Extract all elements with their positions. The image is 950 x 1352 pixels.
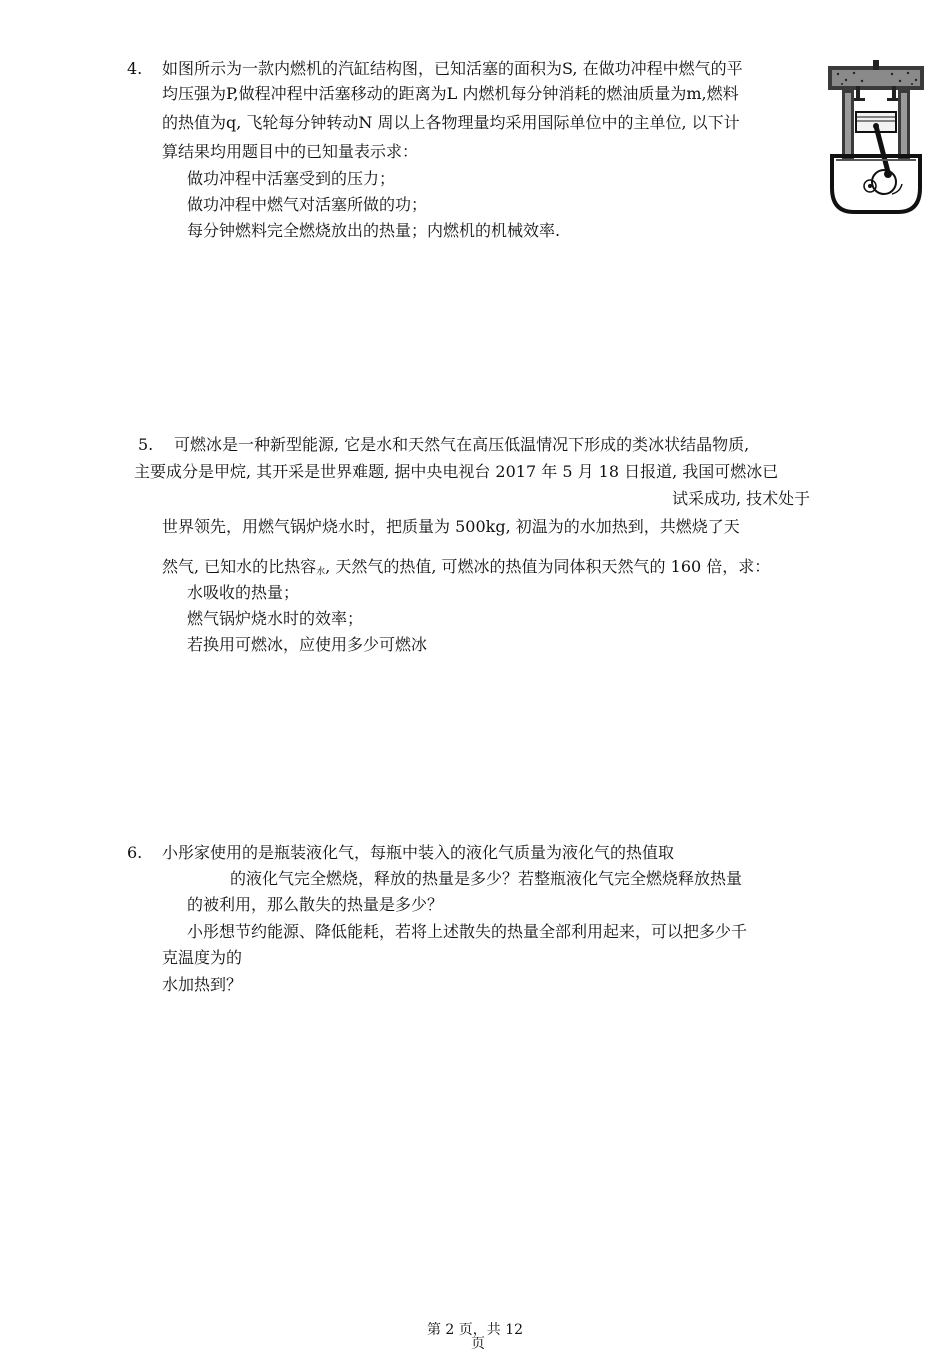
q5-line-5-subscript: 水 (316, 567, 326, 577)
q4-line-2: 均压强为P,做程冲程中活塞移动的距离为L 内燃机每分钟消耗的燃油质量为m,燃料 (162, 84, 739, 103)
q6-number: 6. (127, 843, 143, 862)
q6-line-6: 水加热到？ (162, 975, 243, 994)
q5-line-3: 试采成功, 技术处于 (672, 489, 811, 508)
q5-line-5-post: , 天然气的热值, 可燃冰的热值为同体积天然气的 160 倍，求： (325, 557, 771, 576)
q5-number: 5. (138, 435, 154, 454)
q5-item-1: 水吸收的热量； (187, 583, 300, 602)
q4-number: 4. (127, 59, 143, 78)
q6-line-4: 小彤想节约能源、降低能耗，若将上述散失的热量全部利用起来，可以把多少千 (187, 922, 748, 941)
q5-item-3: 若换用可燃冰，应使用多少可燃冰 (187, 635, 428, 654)
q6-line-2: 的液化气完全燃烧，释放的热量是多少？若整瓶液化气完全燃烧释放热量 (230, 869, 743, 888)
q6-line-1: 小彤家使用的是瓶装液化气，每瓶中装入的液化气质量为液化气的热值取 (162, 843, 675, 862)
q4-line-3: 的热值为q, 飞轮每分钟转动N 周以上各物理量均采用国际单位中的主单位, 以下计 (162, 113, 740, 132)
engine-cylinder-diagram-icon (826, 60, 926, 215)
q4-item-2: 做功冲程中燃气对活塞所做的功； (187, 195, 428, 214)
q5-line-5-pre: 然气, 已知水的比热容 (162, 557, 317, 576)
q5-line-4: 世界领先，用燃气锅炉烧水时，把质量为 500kg, 初温为的水加热到，共燃烧了天 (162, 517, 740, 536)
q6-line-3: 的被利用，那么散失的热量是多少？ (187, 895, 444, 914)
q5-line-1: 可燃冰是一种新型能源, 它是水和天然气在高压低温情况下形成的类冰状结晶物质, (174, 435, 750, 454)
q4-line-4: 算结果均用题目中的已知量表示求： (162, 142, 419, 161)
q4-line-1: 如图所示为一款内燃机的汽缸结构图，已知活塞的面积为S, 在做功冲程中燃气的平 (162, 59, 743, 78)
q5-line-2: 主要成分是甲烷, 其开采是世界难题, 据中央电视台 2017 年 5 月 18 日报道, 我国可燃冰已 (134, 462, 779, 481)
page-footer: 第 2 页，共 12 (426, 1322, 524, 1338)
q5-line-5 (162, 557, 770, 582)
q6-line-5: 克温度为的 (162, 948, 243, 967)
q4-item-3: 每分钟燃料完全燃烧放出的热量；内燃机的机械效率. (187, 221, 561, 240)
page-footer-tail: 页 (471, 1336, 485, 1352)
q4-item-1: 做功冲程中活塞受到的压力； (187, 169, 396, 188)
q5-item-2: 燃气锅炉烧水时的效率； (187, 609, 364, 628)
